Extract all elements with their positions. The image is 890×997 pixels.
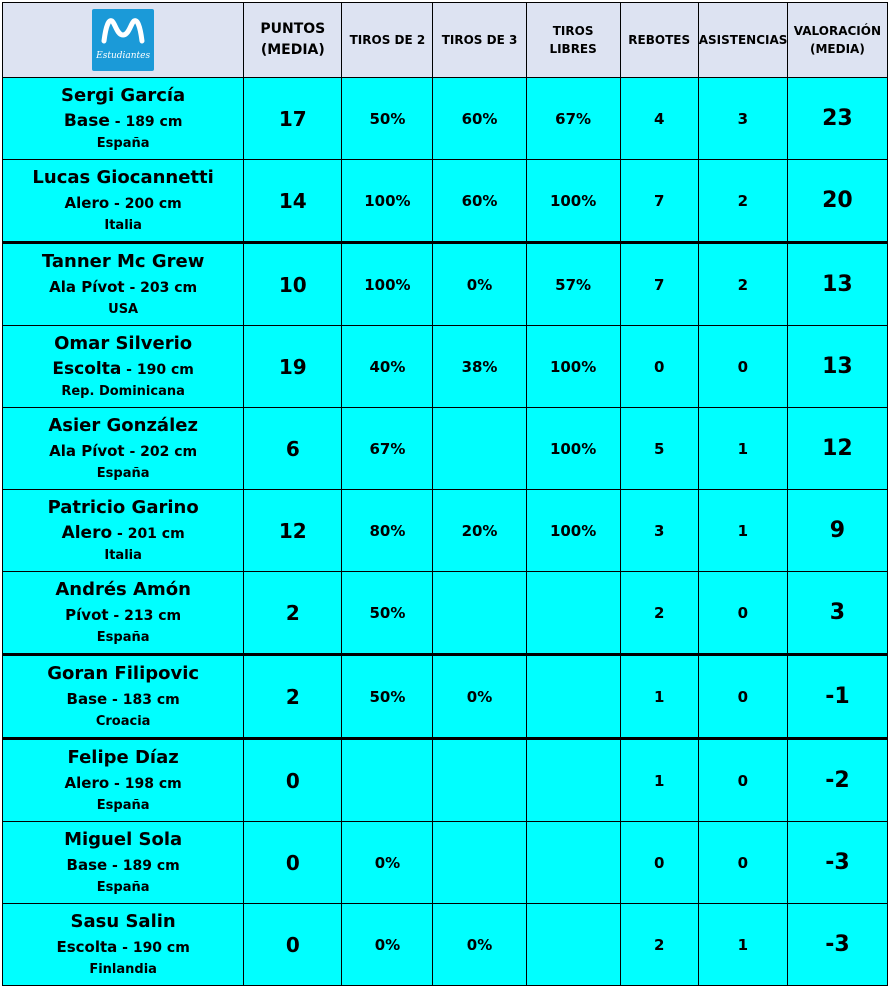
header-val-label: VALORACIÓN (MEDIA) (793, 24, 882, 56)
two-pt-cell: 100% (342, 243, 433, 326)
rebounds-cell: 1 (620, 655, 698, 739)
table-row (3, 160, 888, 243)
player-height: - 202 cm (124, 444, 198, 460)
assists-cell: 1 (698, 408, 787, 490)
rating-cell: 23 (787, 78, 887, 160)
three-pt-cell (433, 408, 526, 490)
rebounds-cell: 2 (620, 904, 698, 986)
rebounds-cell: 2 (620, 572, 698, 655)
rating-cell: 13 (787, 243, 887, 326)
player-position: Ala Pívot (49, 278, 125, 296)
header-two (342, 3, 433, 78)
rebounds-cell: 0 (620, 326, 698, 408)
player-cell (3, 160, 244, 243)
player-height: - 183 cm (107, 692, 180, 708)
player-position: Escolta (56, 938, 118, 956)
player-position: Base (66, 856, 108, 874)
three-pt-cell: 0% (433, 243, 526, 326)
player-cell (3, 739, 244, 822)
rating-cell: 3 (787, 572, 887, 655)
assists-cell: 0 (698, 572, 787, 655)
movistar-m-icon (100, 15, 146, 45)
points-cell: 12 (244, 490, 342, 572)
rating-cell: -2 (787, 739, 887, 822)
player-position-line (3, 853, 243, 878)
points-cell: 2 (244, 655, 342, 739)
three-pt-cell (433, 572, 526, 655)
player-cell (3, 904, 244, 986)
player-country: Italia (104, 548, 142, 563)
header-ft-label: TIROS LIBRES (549, 24, 597, 56)
rebounds-cell: 3 (620, 490, 698, 572)
points-cell: 0 (244, 739, 342, 822)
rebounds-cell: 0 (620, 822, 698, 904)
three-pt-cell: 60% (433, 160, 526, 243)
points-cell: 19 (244, 326, 342, 408)
table-row (3, 408, 888, 490)
player-position: Pívot (65, 606, 109, 624)
free-throw-cell: 100% (526, 160, 620, 243)
two-pt-cell: 50% (342, 572, 433, 655)
player-position-line (3, 687, 243, 712)
player-position: Ala Pívot (49, 442, 125, 460)
rebounds-cell: 7 (620, 243, 698, 326)
three-pt-cell (433, 739, 526, 822)
assists-cell: 0 (698, 655, 787, 739)
player-country: Croacia (95, 714, 151, 729)
two-pt-cell: 67% (342, 408, 433, 490)
free-throw-cell: 57% (526, 243, 620, 326)
player-cell (3, 490, 244, 572)
assists-cell: 0 (698, 739, 787, 822)
player-name: Tanner Mc Grew (41, 251, 205, 272)
player-height: - 190 cm (117, 940, 190, 956)
player-position: Alero (64, 774, 110, 792)
table-row (3, 904, 888, 986)
player-name: Miguel Sola (64, 829, 183, 850)
player-position-line (3, 191, 243, 216)
free-throw-cell (526, 904, 620, 986)
player-position: Base (66, 690, 108, 708)
rating-cell: -3 (787, 904, 887, 986)
player-height: - 201 cm (112, 526, 185, 542)
header-ast-label: ASISTENCIAS (698, 33, 788, 47)
points-cell: 6 (244, 408, 342, 490)
assists-cell: 1 (698, 490, 787, 572)
movistar-estudiantes-logo (92, 9, 154, 71)
rating-cell: 20 (787, 160, 887, 243)
header-row (3, 3, 888, 78)
player-cell (3, 408, 244, 490)
player-position-line (3, 521, 243, 546)
player-country: USA (108, 302, 139, 317)
player-name: Patricio Garino (47, 497, 199, 518)
player-height: - 200 cm (109, 196, 182, 212)
player-country: España (96, 466, 150, 481)
rating-cell: -1 (787, 655, 887, 739)
player-name: Felipe Díaz (67, 747, 179, 768)
player-height: - 203 cm (124, 280, 198, 296)
player-position: Base (63, 111, 110, 131)
free-throw-cell (526, 739, 620, 822)
three-pt-cell: 38% (433, 326, 526, 408)
player-height: - 198 cm (109, 776, 182, 792)
player-position-line (3, 603, 243, 628)
assists-cell: 3 (698, 78, 787, 160)
header-reb (620, 3, 698, 78)
free-throw-cell (526, 655, 620, 739)
free-throw-cell (526, 822, 620, 904)
two-pt-cell: 50% (342, 78, 433, 160)
two-pt-cell: 100% (342, 160, 433, 243)
two-pt-cell (342, 739, 433, 822)
header-points (244, 3, 342, 78)
free-throw-cell: 100% (526, 326, 620, 408)
player-cell (3, 822, 244, 904)
player-height: - 190 cm (121, 362, 194, 378)
player-cell (3, 326, 244, 408)
rating-cell: 9 (787, 490, 887, 572)
rating-cell: 12 (787, 408, 887, 490)
table-row (3, 739, 888, 822)
free-throw-cell: 100% (526, 490, 620, 572)
logo-text: Estudiantes (96, 51, 151, 61)
player-position-line (3, 935, 243, 960)
player-cell (3, 78, 244, 160)
player-country: España (96, 630, 150, 645)
player-height: - 189 cm (109, 114, 183, 130)
three-pt-cell: 0% (433, 904, 526, 986)
player-position-line (3, 109, 243, 134)
free-throw-cell: 100% (526, 408, 620, 490)
assists-cell: 2 (698, 160, 787, 243)
rating-cell: 13 (787, 326, 887, 408)
player-country: Finlandia (89, 962, 157, 977)
player-cell (3, 243, 244, 326)
header-ft (526, 3, 620, 78)
player-position: Alero (61, 523, 113, 543)
two-pt-cell: 80% (342, 490, 433, 572)
table-row (3, 655, 888, 739)
player-country: Rep. Dominicana (61, 384, 185, 399)
player-name: Sergi García (61, 85, 186, 106)
player-position-line (3, 357, 243, 382)
table-row (3, 572, 888, 655)
player-position: Alero (64, 194, 110, 212)
player-cell (3, 572, 244, 655)
header-reb-label: REBOTES (628, 33, 691, 47)
player-country: España (96, 798, 150, 813)
rebounds-cell: 5 (620, 408, 698, 490)
player-country: España (96, 880, 150, 895)
points-cell: 14 (244, 160, 342, 243)
rebounds-cell: 4 (620, 78, 698, 160)
player-country: Italia (104, 218, 142, 233)
table-row (3, 490, 888, 572)
player-name: Omar Silverio (54, 333, 193, 354)
points-cell: 0 (244, 822, 342, 904)
rebounds-cell: 7 (620, 160, 698, 243)
stats-table (2, 2, 888, 986)
player-position: Escolta (52, 359, 122, 379)
player-cell (3, 655, 244, 739)
points-cell: 0 (244, 904, 342, 986)
three-pt-cell (433, 822, 526, 904)
logo-cell (3, 3, 244, 78)
table-row (3, 243, 888, 326)
table-row (3, 78, 888, 160)
player-name: Lucas Giocannetti (32, 167, 214, 188)
table-row (3, 822, 888, 904)
player-name: Sasu Salin (70, 911, 176, 932)
player-name: Asier González (48, 415, 198, 436)
three-pt-cell: 0% (433, 655, 526, 739)
player-position-line (3, 439, 243, 464)
points-cell: 2 (244, 572, 342, 655)
header-three (433, 3, 526, 78)
header-three-label: TIROS DE 3 (441, 33, 518, 47)
header-points-label: PUNTOS (MEDIA) (260, 21, 326, 58)
two-pt-cell: 50% (342, 655, 433, 739)
points-cell: 17 (244, 78, 342, 160)
player-position-line (3, 275, 243, 300)
free-throw-cell: 67% (526, 78, 620, 160)
header-ast (698, 3, 787, 78)
points-cell: 10 (244, 243, 342, 326)
player-name: Goran Filipovic (47, 663, 200, 684)
header-val (787, 3, 887, 78)
player-position-line (3, 771, 243, 796)
three-pt-cell: 60% (433, 78, 526, 160)
free-throw-cell (526, 572, 620, 655)
header-two-label: TIROS DE 2 (349, 33, 426, 47)
player-height: - 213 cm (108, 608, 182, 624)
assists-cell: 0 (698, 326, 787, 408)
rebounds-cell: 1 (620, 739, 698, 822)
assists-cell: 2 (698, 243, 787, 326)
player-height: - 189 cm (107, 858, 180, 874)
two-pt-cell: 40% (342, 326, 433, 408)
player-country: España (96, 136, 150, 151)
two-pt-cell: 0% (342, 904, 433, 986)
player-name: Andrés Amón (55, 579, 191, 600)
three-pt-cell: 20% (433, 490, 526, 572)
assists-cell: 1 (698, 904, 787, 986)
two-pt-cell: 0% (342, 822, 433, 904)
rating-cell: -3 (787, 822, 887, 904)
assists-cell: 0 (698, 822, 787, 904)
table-row (3, 326, 888, 408)
